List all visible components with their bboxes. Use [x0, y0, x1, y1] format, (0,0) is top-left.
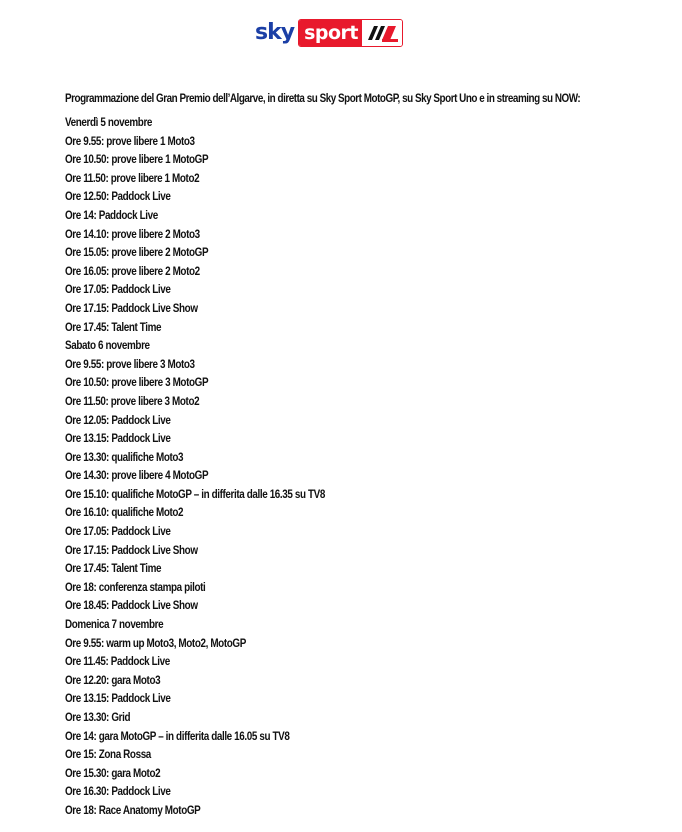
schedule-item: Ore 16.30: Paddock Live [65, 786, 171, 799]
schedule-item: Ore 18: conferenza stampa piloti [65, 581, 206, 594]
schedule-item: Ore 14: gara MotoGP – in differita dalle 16.05 su TV8 [65, 730, 290, 743]
logo-sky-text: sky [255, 20, 295, 45]
schedule-item: Ore 17.15: Paddock Live Show [65, 544, 198, 557]
schedule-item: Ore 11.50: prove libere 3 Moto2 [65, 395, 200, 408]
schedule-item: Ore 12.50: Paddock Live [65, 191, 171, 204]
schedule-item: Ore 16.10: qualifiche Moto2 [65, 507, 184, 520]
schedule-list [65, 114, 665, 821]
schedule-item: Ore 14.10: prove libere 2 Moto3 [65, 228, 200, 241]
schedule-item: Ore 15.30: gara Moto2 [65, 767, 161, 780]
day-heading: Venerdì 5 novembre [65, 117, 153, 129]
schedule-item: Ore 17.05: Paddock Live [65, 284, 171, 297]
schedule-item: Ore 15.10: qualifiche MotoGP – in differita dalle 16.35 su TV8 [65, 488, 325, 501]
schedule-item: Ore 15.05: prove libere 2 MotoGP [65, 247, 209, 260]
sky-sport-motogp-logo [255, 19, 403, 47]
schedule-item: Ore 13.15: Paddock Live [65, 693, 171, 706]
schedule-item: Ore 9.55: prove libere 3 Moto3 [65, 358, 195, 371]
day-heading: Sabato 6 novembre [65, 340, 150, 353]
schedule-item: Ore 9.55: warm up Moto3, Moto2, MotoGP [65, 637, 246, 650]
logo-sport-text: sport [299, 20, 362, 46]
schedule-item: Ore 16.05: prove libere 2 Moto2 [65, 265, 200, 278]
intro-paragraph: Programmazione del Gran Premio dell’Algarve, in diretta su Sky Sport MotoGP, su Sky Sport Uno e in streaming su NOW: [65, 93, 581, 105]
schedule-item: Ore 10.50: prove libere 3 MotoGP [65, 377, 209, 390]
schedule-item: Ore 13.15: Paddock Live [65, 433, 171, 446]
schedule-item: Ore 17.05: Paddock Live [65, 526, 171, 539]
motogp-logo-icon [362, 20, 402, 46]
schedule-item: Ore 13.30: Grid [65, 712, 131, 724]
schedule-item: Ore 14: Paddock Live [65, 209, 158, 222]
schedule-item: Ore 12.20: gara Moto3 [65, 674, 161, 687]
logo-sport-box [298, 19, 403, 47]
day-heading: Domenica 7 novembre [65, 619, 164, 632]
schedule-item: Ore 10.50: prove libere 1 MotoGP [65, 154, 209, 167]
schedule-item: Ore 17.15: Paddock Live Show [65, 302, 198, 315]
schedule-item: Ore 15: Zona Rossa [65, 749, 151, 762]
schedule-item: Ore 14.30: prove libere 4 MotoGP [65, 470, 209, 483]
schedule-item: Ore 11.45: Paddock Live [65, 656, 170, 669]
schedule-item: Ore 13.30: qualifiche Moto3 [65, 451, 184, 464]
schedule-item: Ore 9.55: prove libere 1 Moto3 [65, 135, 195, 148]
schedule-item: Ore 17.45: Talent Time [65, 321, 162, 334]
schedule-item: Ore 11.50: prove libere 1 Moto2 [65, 172, 200, 185]
schedule-item: Ore 17.45: Talent Time [65, 563, 162, 576]
schedule-item: Ore 18.45: Paddock Live Show [65, 600, 198, 613]
schedule-item: Ore 12.05: Paddock Live [65, 414, 171, 427]
schedule-item: Ore 18: Race Anatomy MotoGP [65, 804, 201, 817]
schedule-document [65, 90, 665, 821]
